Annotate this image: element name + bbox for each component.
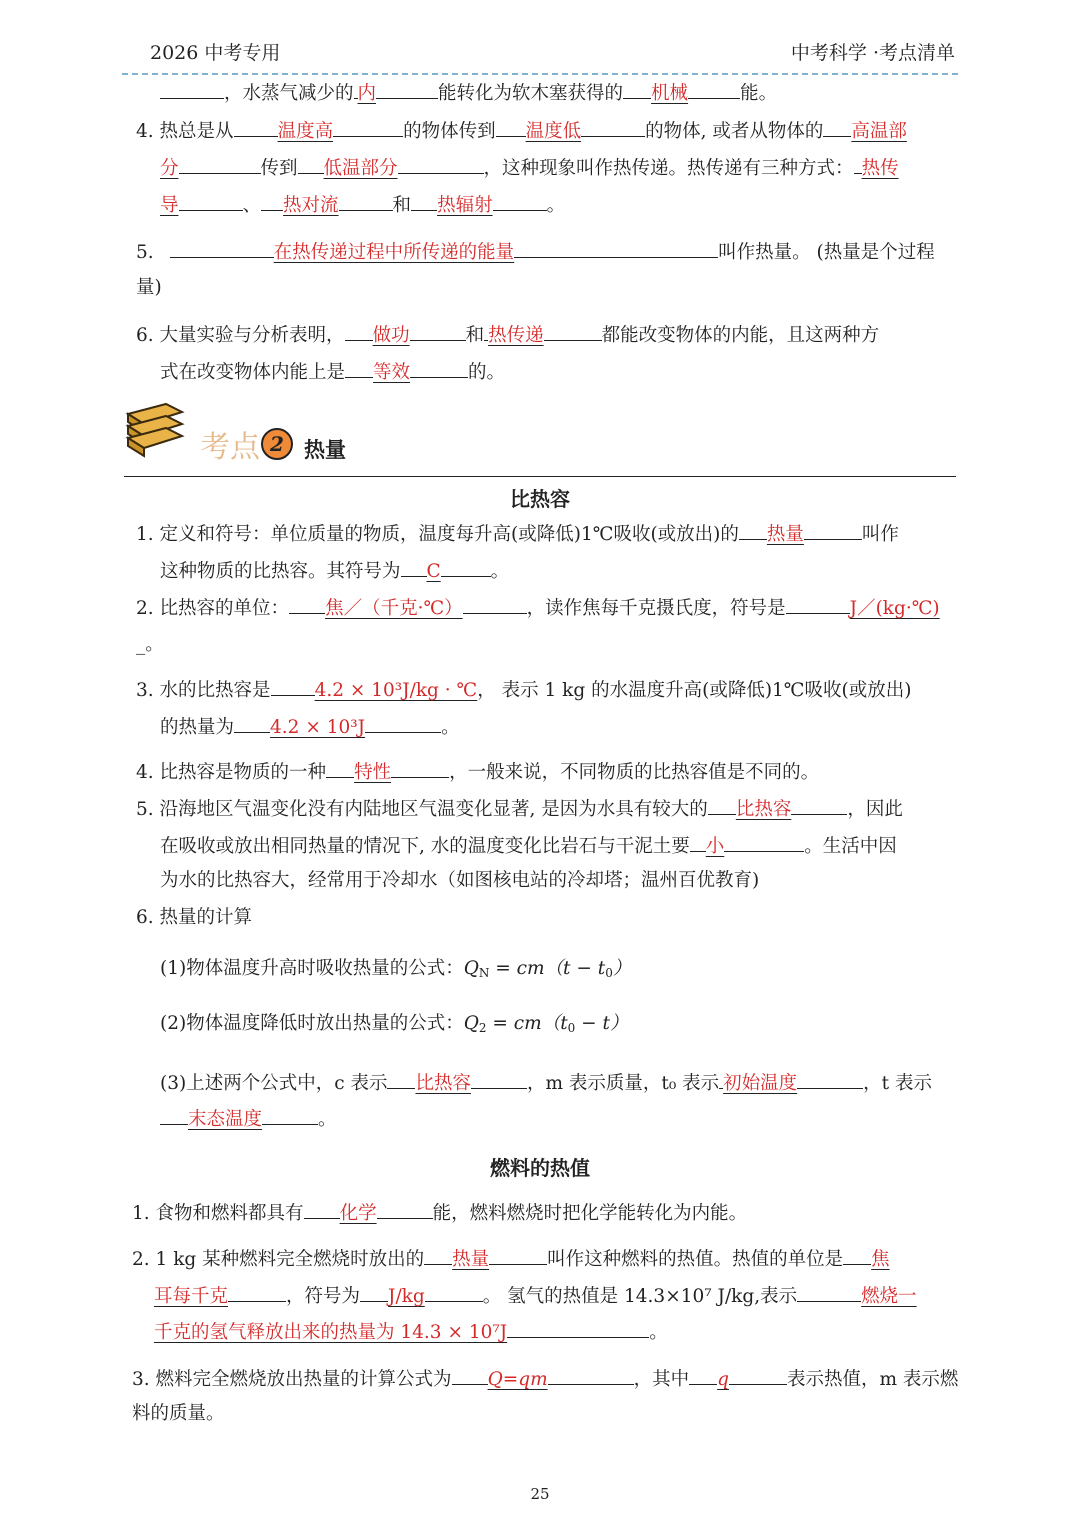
item-6-line2: 式在改变物体内能上是 等效 的。 bbox=[160, 359, 505, 385]
section-number: 2 bbox=[261, 428, 293, 460]
s5-line2: 在吸收或放出相同热量的情况下, 水的温度变化比岩石与干泥土要 小 。生活中因 bbox=[160, 833, 897, 859]
r2-line1: 2. 1 kg 某种燃料完全燃烧时放出的 热量 叫作这种燃料的热值。热值的单位是 焦 bbox=[132, 1246, 890, 1272]
section-divider bbox=[124, 476, 956, 477]
s4-line: 4. 比热容是物质的一种 特性 ，一般来说，不同物质的比热容值是不同的。 bbox=[136, 759, 819, 785]
item-4-line3: 导 、 热对流 和 热辐射 。 bbox=[160, 192, 565, 218]
s5-line3: 为水的比热容大，经常用于冷却水（如图核电站的冷却塔；温州百优教育) bbox=[160, 870, 760, 891]
s1-line1: 1. 定义和符号：单位质量的物质，温度每升高(或降低)1℃吸收(或放出)的 热量 叫作 bbox=[136, 521, 899, 547]
continued-line: ，水蒸气减少的 内 能转化为软木塞获得的 机械 能。 bbox=[160, 80, 777, 106]
formula-note-line2: 末态温度 。 bbox=[160, 1106, 337, 1132]
s6-title: 6. 热量的计算 bbox=[136, 907, 253, 928]
item-4-line2: 分 传到 低温部分 ，这种现象叫作热传递。热传递有三种方式： 热传 bbox=[160, 155, 899, 181]
r3-line2: 料的质量。 bbox=[132, 1403, 225, 1424]
s2-line1: 2. 比热容的单位： 焦／（千克·℃） ，读作焦每千克摄氏度，符号是 J／(kg·℃) bbox=[136, 595, 940, 621]
item-5-line2: 量) bbox=[136, 277, 162, 298]
r3-line1: 3. 燃料完全燃烧放出热量的计算公式为 Q=qm ，其中 q 表示热值，m 表示燃 bbox=[132, 1366, 958, 1392]
header-right: 中考科学 ·考点清单 bbox=[790, 42, 955, 64]
header-divider bbox=[122, 73, 958, 75]
r1-line: 1. 食物和燃料都具有 化学 能，燃料燃烧时把化学能转化为内能。 bbox=[132, 1200, 747, 1226]
section-title: 热量 bbox=[304, 437, 346, 462]
subheading-specific-heat: 比热容 bbox=[510, 487, 570, 511]
formula-release: (2)物体温度降低时放出热量的公式：$Q_2 = cm(t_0 - t)$ bbox=[160, 1013, 629, 1035]
subheading-fuel-value: 燃料的热值 bbox=[490, 1156, 590, 1180]
item-4-line1: 4. 热总是从 温度高 的物体传到 温度低 的物体, 或者从物体的 高温部 bbox=[136, 118, 907, 144]
books-icon bbox=[122, 400, 186, 458]
s1-line2: 这种物质的比热容。其符号为 C 。 bbox=[160, 558, 509, 584]
item-6-line1: 6. 大量实验与分析表明， 做功 和 热传递 都能改变物体的内能，且这两种方 bbox=[136, 322, 879, 348]
header-left: 2026 中考专用 bbox=[150, 42, 281, 64]
s2-line2: _。 bbox=[136, 634, 164, 655]
item-5-line1: 5. 在热传递过程中所传递的能量 叫作热量。 (热量是个过程 bbox=[136, 239, 935, 265]
kaodian-label: 考点 bbox=[200, 430, 260, 465]
s5-line1: 5. 沿海地区气温变化没有内陆地区气温变化显著, 是因为水具有较大的 比热容 ，因此 bbox=[136, 796, 903, 822]
s3-line1: 3. 水的比热容是 4.2 × 10³J/kg · ℃， 表示 1 kg 的水温度升高(或降低)1℃吸收(或放出) bbox=[136, 677, 911, 703]
r2-line2: 耳每千克 ，符号为 J/kg 。 氢气的热值是 14.3×10⁷ J/kg,表示 燃烧一 bbox=[154, 1283, 917, 1309]
formula-note-line1: (3)上述两个公式中，c 表示 比热容 ，m 表示质量，t₀ 表示 初始温度 ，t 表示 bbox=[160, 1070, 932, 1096]
r2-line3: 千克的氢气释放出来的热量为 14.3 × 10⁷J 。 bbox=[154, 1319, 668, 1345]
section-heading bbox=[120, 398, 960, 478]
s3-line2: 的热量为 4.2 × 10³J 。 bbox=[160, 714, 460, 740]
formula-absorb: (1)物体温度升高时吸收热量的公式：$Q_N = cm(t - t_0)$ bbox=[160, 958, 632, 980]
page-number: 25 bbox=[530, 1485, 550, 1503]
page-header bbox=[150, 38, 955, 68]
